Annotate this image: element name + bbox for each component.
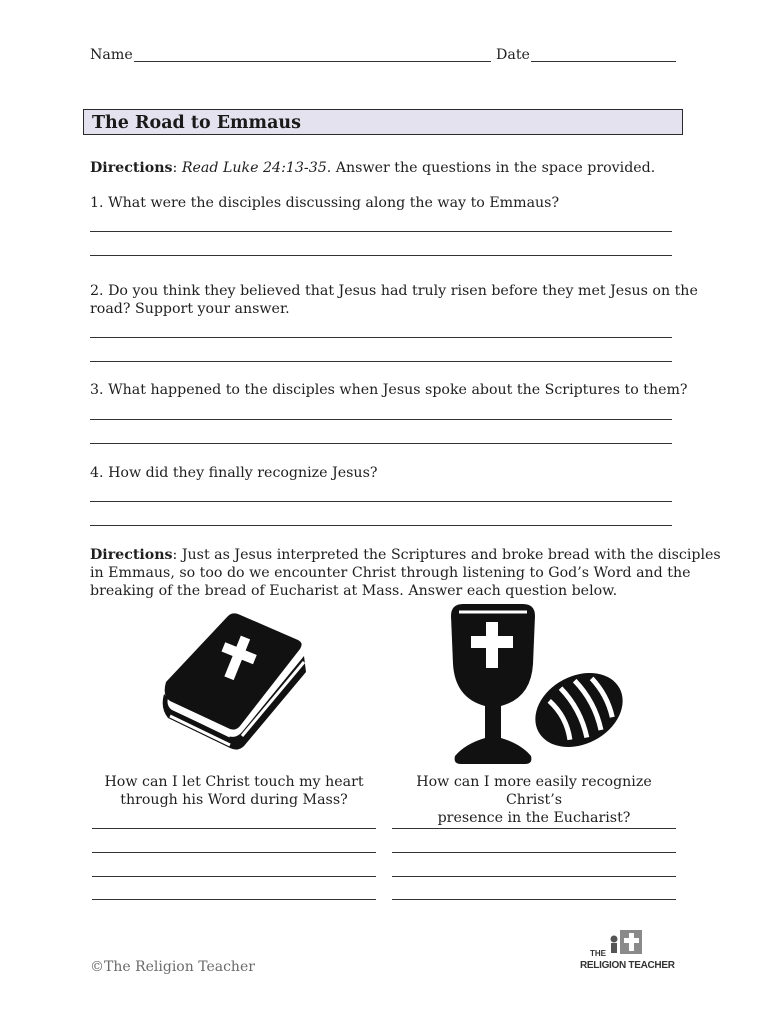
directions-2-line3: breaking of the bread of Eucharist at Mass. Answer each question below.	[90, 583, 618, 599]
question-1-text: What were the disciples discussing along the way to Emmaus?	[108, 195, 560, 211]
name-label: Name	[90, 47, 133, 63]
right-prompt: How can I more easily recognize Christ’s presence in the Eucharist?	[416, 774, 652, 826]
question-2: 2. Do you think they believed that Jesus had truly risen before they met Jesus on the	[90, 283, 698, 299]
name-date-row	[90, 46, 678, 66]
answer-line[interactable]	[92, 899, 376, 900]
answer-line[interactable]	[90, 231, 672, 232]
answer-line[interactable]	[92, 876, 376, 877]
copyright-text: ©The Religion Teacher	[90, 959, 255, 975]
question-4: 4. How did they finally recognize Jesus?	[90, 465, 378, 481]
religion-teacher-logo	[580, 930, 680, 972]
question-1: 1. What were the disciples discussing along the way to Emmaus?	[90, 195, 560, 211]
answer-line[interactable]	[392, 828, 676, 829]
directions-1-reading: Read Luke 24:13-35	[181, 160, 327, 176]
directions-1-label: Directions	[90, 160, 173, 176]
date-field[interactable]	[531, 61, 676, 62]
answer-line[interactable]	[90, 361, 672, 362]
logo-cross-icon	[610, 930, 642, 958]
answer-line[interactable]	[392, 876, 676, 877]
answer-line[interactable]	[90, 255, 672, 256]
question-2-text: Do you think they believed that Jesus had truly risen before they met Jesus on the	[108, 283, 698, 299]
answer-line[interactable]	[392, 899, 676, 900]
directions-2-line2: in Emmaus, so too do we encounter Christ through listening to God’s Word and the	[90, 565, 691, 581]
question-3-text: What happened to the disciples when Jesus spoke about the Scriptures to them?	[108, 382, 688, 398]
logo-text-bottom: RELIGION TEACHER	[580, 960, 675, 971]
answer-line[interactable]	[90, 419, 672, 420]
answer-line[interactable]	[92, 852, 376, 853]
directions-2-label: Directions	[90, 547, 173, 563]
directions-1-text: . Answer the questions in the space provided.	[326, 160, 656, 176]
bible-icon	[158, 608, 310, 760]
directions-2: Directions: Just as Jesus interpreted the Scriptures and broke bread with the disciples	[90, 547, 721, 563]
name-field[interactable]	[134, 61, 491, 62]
answer-line[interactable]	[392, 852, 676, 853]
question-3: 3. What happened to the disciples when Jesus spoke about the Scriptures to them?	[90, 382, 688, 398]
directions-1: Directions: Read Luke 24:13-35. Answer the questions in the space provided.	[90, 160, 656, 176]
answer-line[interactable]	[90, 501, 672, 502]
question-4-text: How did they finally recognize Jesus?	[108, 465, 378, 481]
left-prompt: How can I let Christ touch my heart through his Word during Mass?	[104, 774, 364, 808]
answer-line[interactable]	[90, 525, 672, 526]
logo-text-top: THE	[590, 949, 606, 958]
answer-line[interactable]	[92, 828, 376, 829]
answer-line[interactable]	[90, 337, 672, 338]
answer-line[interactable]	[90, 443, 672, 444]
title-banner	[83, 109, 683, 135]
chalice-and-bread-icon	[447, 602, 627, 770]
page-title: The Road to Emmaus	[92, 113, 301, 133]
date-label: Date	[496, 47, 530, 63]
question-2-text-cont: road? Support your answer.	[90, 301, 290, 317]
